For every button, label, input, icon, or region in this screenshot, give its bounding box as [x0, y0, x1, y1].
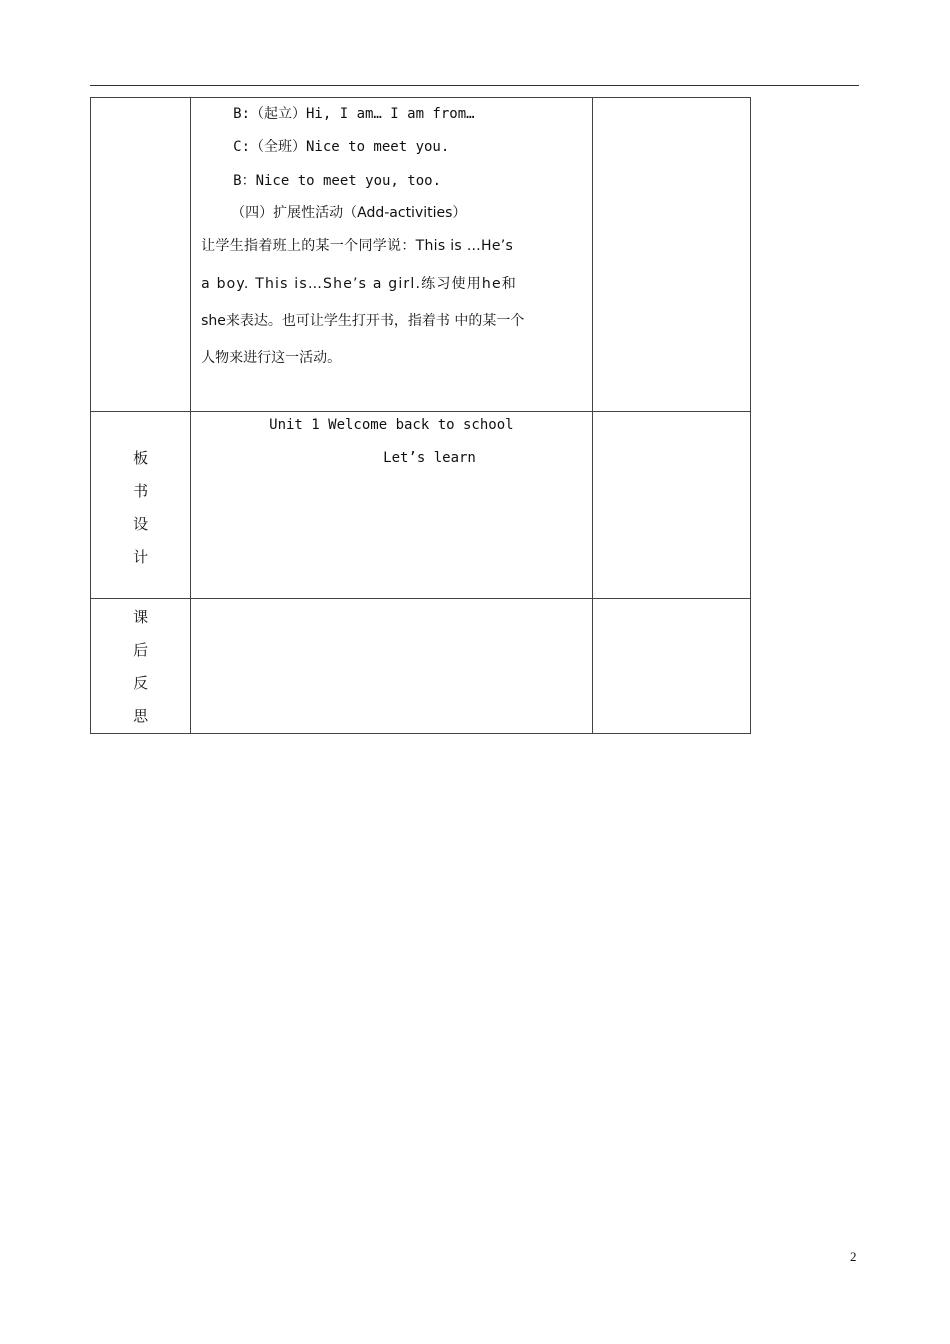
board-design-row	[91, 412, 751, 599]
board-design-char: 设	[133, 515, 149, 533]
activity-row	[91, 98, 751, 412]
header-rule	[90, 85, 859, 86]
activity-para-line-4: 人物来进行这一活动。	[201, 350, 342, 366]
dialogue-line-b1: B:（起立）Hi, I am… I am from…	[233, 106, 475, 122]
reflection-label-cell	[91, 599, 191, 734]
board-design-label-cell	[91, 412, 191, 599]
dialogue-line-c: C:（全班）Nice to meet you.	[233, 139, 450, 155]
reflection-notes-cell	[592, 599, 750, 734]
board-design-content-cell	[191, 412, 593, 599]
reflection-char: 课	[133, 608, 149, 626]
activity-para-line-3: she来表达。也可让学生打开书，指着书 中的某一个	[201, 313, 525, 329]
board-design-label	[91, 412, 190, 574]
board-design-char: 板	[133, 449, 149, 467]
reflection-content-cell	[191, 599, 593, 734]
board-design-notes-cell	[592, 412, 750, 599]
board-design-char: 计	[133, 548, 149, 566]
activity-para-line-2: a boy. This is…She’s a girl.练习使用he和	[201, 276, 518, 292]
section-heading: （四）扩展性活动（Add-activities）	[231, 205, 467, 221]
reflection-label	[91, 599, 190, 733]
activity-notes-cell	[592, 98, 750, 412]
reflection-char: 思	[133, 707, 149, 725]
activity-label-cell	[91, 98, 191, 412]
reflection-char: 后	[133, 641, 149, 659]
reflection-row	[91, 599, 751, 734]
board-subtitle: Let’s learn	[383, 450, 476, 466]
activity-para-line-1: 让学生指着班上的某一个同学说：This is …He’s	[201, 238, 514, 254]
board-design-char: 书	[133, 482, 149, 500]
board-title: Unit 1 Welcome back to school	[269, 417, 514, 433]
lesson-plan-table	[90, 97, 751, 734]
page-number: 2	[850, 1249, 857, 1264]
activity-content-cell	[191, 98, 593, 412]
dialogue-line-b2: B：Nice to meet you, too.	[233, 173, 442, 189]
reflection-char: 反	[133, 674, 149, 692]
